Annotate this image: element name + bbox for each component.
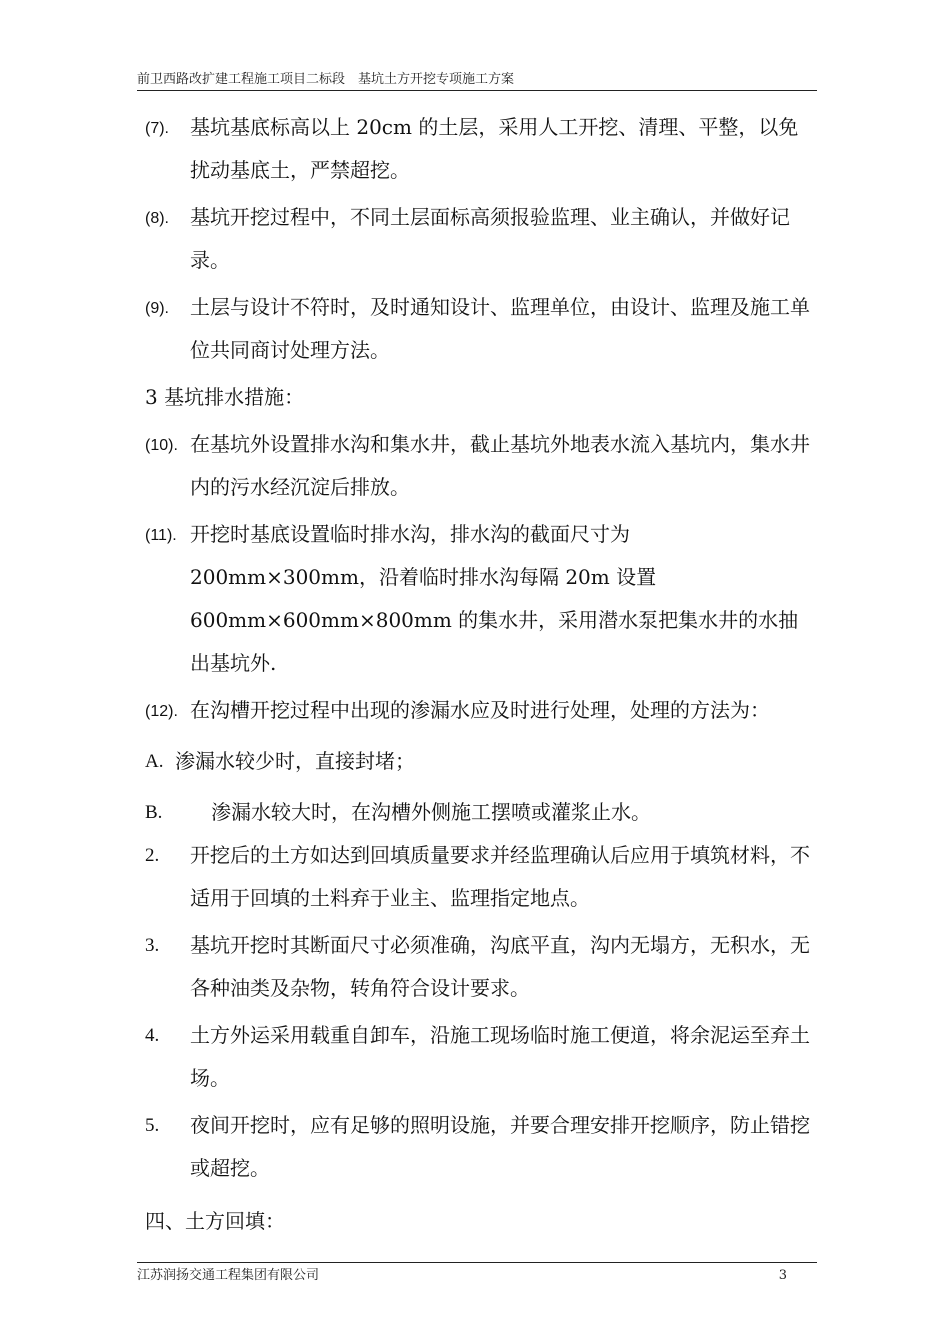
lettered-item <box>145 791 815 834</box>
document-body <box>145 106 815 1243</box>
list-item <box>145 834 815 920</box>
list-item <box>145 513 815 685</box>
item-text: 土层与设计不符时，及时通知设计、监理单位，由设计、监理及施工单位共同商讨处理方法。 <box>190 295 810 362</box>
item-text: 基坑开挖过程中，不同土层面标高须报验监理、业主确认，并做好记录。 <box>190 205 790 272</box>
page-number: 3 <box>778 1268 787 1283</box>
item-letter: A. <box>145 751 164 772</box>
item-text: 开挖时基底设置临时排水沟，排水沟的截面尺寸为 200mm×300mm，沿着临时排水沟每隔 20m 设置 600mm×600mm×800mm 的集水井，采用潜水泵把集水井的水抽出基坑外. <box>190 522 799 675</box>
list-item <box>145 1014 815 1100</box>
list-item <box>145 924 815 1010</box>
item-number: 5. <box>145 1115 160 1136</box>
item-text: 渗漏水较少时，直接封堵； <box>175 749 415 773</box>
page-header: 前卫西路改扩建工程施工项目二标段 基坑土方开挖专项施工方案 <box>137 72 515 87</box>
list-item <box>145 286 815 372</box>
header-rule <box>137 90 817 91</box>
section-title: 3 基坑排水措施： <box>145 385 305 409</box>
item-number: (10). <box>145 437 178 454</box>
item-number: (9). <box>145 300 169 317</box>
item-text: 在基坑外设置排水沟和集水井，截止基坑外地表水流入基坑内，集水井内的污水经沉淀后排放。 <box>190 432 810 499</box>
lettered-item <box>145 740 815 783</box>
item-text: 渗漏水较大时，在沟槽外侧施工摆喷或灌浆止水。 <box>211 800 651 824</box>
list-item <box>145 1104 815 1190</box>
item-letter: B. <box>145 802 163 823</box>
list-item <box>145 689 815 732</box>
item-number: 3. <box>145 935 160 956</box>
item-number: (12). <box>145 703 178 720</box>
footer-company: 江苏润扬交通工程集团有限公司 <box>137 1268 320 1283</box>
list-item <box>145 423 815 509</box>
item-text: 基坑开挖时其断面尺寸必须准确，沟底平直，沟内无塌方，无积水，无各种油类及杂物，转角符合设计要求。 <box>190 933 810 1000</box>
list-item <box>145 196 815 282</box>
item-number: (7). <box>145 120 169 137</box>
item-text: 基坑基底标高以上 20cm 的土层，采用人工开挖、清理、平整，以免扰动基底土，严禁超挖。 <box>190 115 799 182</box>
item-text: 开挖后的土方如达到回填质量要求并经监理确认后应用于填筑材料，不适用于回填的土料弃于业主、监理指定地点。 <box>190 843 810 910</box>
footer-rule <box>137 1262 817 1263</box>
item-number: (11). <box>145 527 177 544</box>
item-number: 2. <box>145 845 160 866</box>
item-text: 在沟槽开挖过程中出现的渗漏水应及时进行处理，处理的方法为： <box>190 698 770 722</box>
item-number: (8). <box>145 210 169 227</box>
list-item <box>145 106 815 192</box>
item-text: 夜间开挖时，应有足够的照明设施，并要合理安排开挖顺序，防止错挖或超挖。 <box>190 1113 810 1180</box>
page-footer <box>137 1268 817 1284</box>
section-title: 四、土方回填： <box>145 1209 285 1233</box>
item-number: 4. <box>145 1025 160 1046</box>
item-text: 土方外运采用载重自卸车，沿施工现场临时施工便道，将余泥运至弃土场。 <box>190 1023 810 1090</box>
